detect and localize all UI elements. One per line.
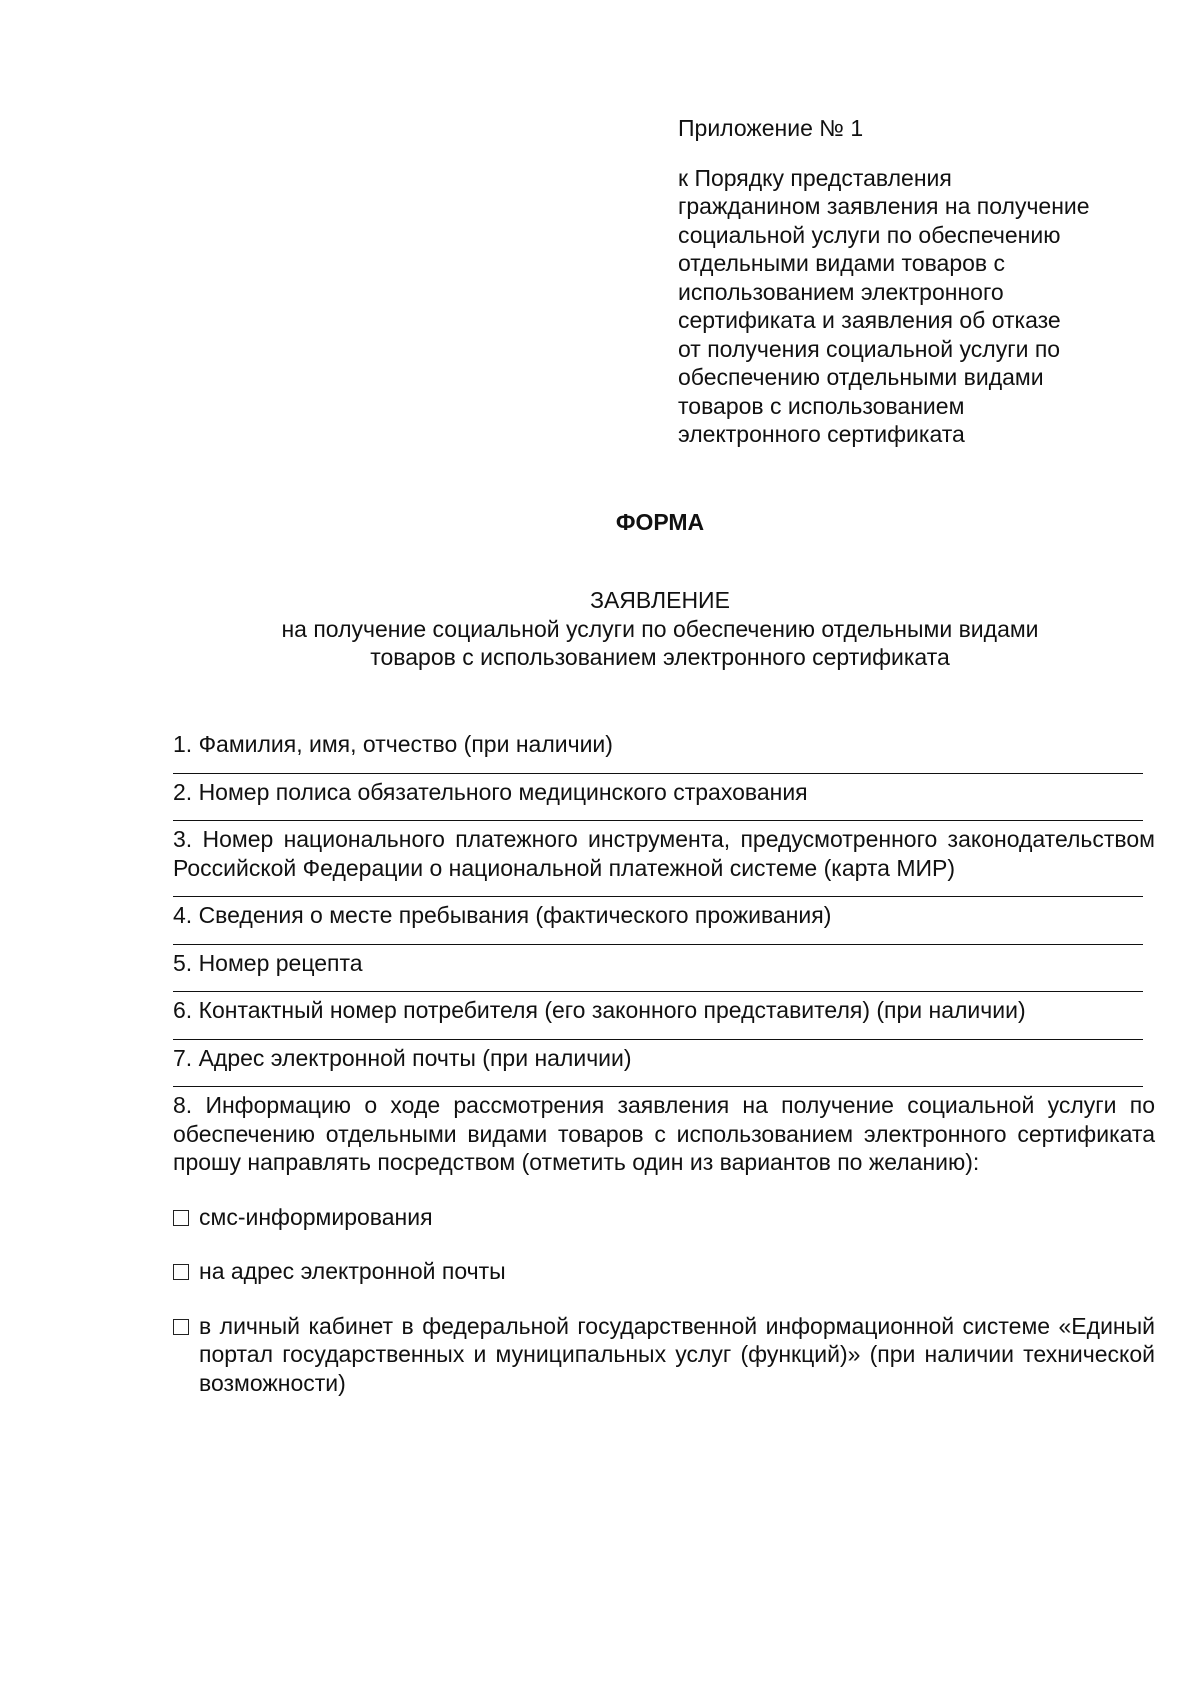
field-label: 1. Фамилия, имя, отчество (при наличии) [173,731,613,757]
title-line: товаров с использованием электронного сертификата [370,644,950,670]
field-label: 2. Номер полиса обязательного медицинского страхования [173,778,808,805]
appendix-line: гражданином заявления на получение [678,193,1090,219]
fill-in-line[interactable] [173,930,1143,945]
title-heading: ЗАЯВЛЕНИЕ [590,587,730,613]
appendix-description [678,164,1158,449]
field-label: 7. Адрес электронной почты (при наличии) [173,1044,632,1071]
appendix-line: к Порядку представления [678,164,952,191]
appendix-number: Приложение № 1 [678,115,864,141]
appendix-line: обеспечению отдельными видами [678,364,1044,390]
fill-in-line[interactable] [173,1072,1143,1087]
option-label: в личный кабинет в федеральной государственной информационной системе «Единый портал государственных и муниципальных услуг (функций)» (при наличии технической возможности) [199,1312,1155,1396]
fill-in-line[interactable] [173,977,1143,992]
form-label: ФОРМА [615,509,705,535]
field-full-name [173,730,1155,774]
appendix-line: отдельными видами товаров с [678,250,1006,276]
title-line: на получение социальной услуги по обеспечению отдельными видами [281,615,1039,642]
field-prescription-number [173,949,1155,993]
checkbox-icon[interactable] [173,1210,189,1226]
option-label: на адрес электронной почты [199,1258,506,1284]
fill-in-line[interactable] [173,882,1143,897]
checkbox-icon[interactable] [173,1264,189,1280]
appendix-line: сертификата и заявления об отказе [678,307,1061,333]
option-label: смс-информирования [199,1203,433,1230]
field-label: 8. Информацию о ходе рассмотрения заявления на получение социальной услуги по обеспечению отдельными видами товаров с использованием электронного сертификата прошу направлять посредством (отметить один из вариантов по желанию): [173,1092,1155,1175]
appendix-line: электронного сертификата [678,421,965,447]
appendix-block [678,114,1158,449]
document-title [0,586,1200,672]
application-form [173,730,1155,1397]
field-notification-method [173,1091,1155,1177]
appendix-line: от получения социальной услуги по [678,335,1061,362]
field-label: 3. Номер национального платежного инструмента, предусмотренного законодательством Российской Федерации о национальной платежной системе (карта МИР) [173,826,1155,881]
appendix-line: использованием электронного [678,278,1004,305]
field-residence [173,901,1155,945]
field-payment-card [173,825,1155,897]
option-gosuslugi[interactable] [173,1312,1155,1398]
field-label: 6. Контактный номер потребителя (его законного представителя) (при наличии) [173,997,1026,1023]
field-label: 5. Номер рецепта [173,949,363,976]
fill-in-line[interactable] [173,759,1143,774]
fill-in-line[interactable] [173,1025,1143,1040]
field-insurance-policy [173,778,1155,822]
option-email[interactable] [173,1257,1155,1286]
appendix-line: товаров с использованием [678,392,965,419]
option-sms[interactable] [173,1203,1155,1232]
appendix-line: социальной услуги по обеспечению [678,221,1061,248]
fill-in-line[interactable] [173,806,1143,821]
field-email [173,1044,1155,1088]
field-contact-phone [173,996,1155,1040]
checkbox-icon[interactable] [173,1319,189,1335]
field-label: 4. Сведения о месте пребывания (фактического проживания) [173,902,832,928]
